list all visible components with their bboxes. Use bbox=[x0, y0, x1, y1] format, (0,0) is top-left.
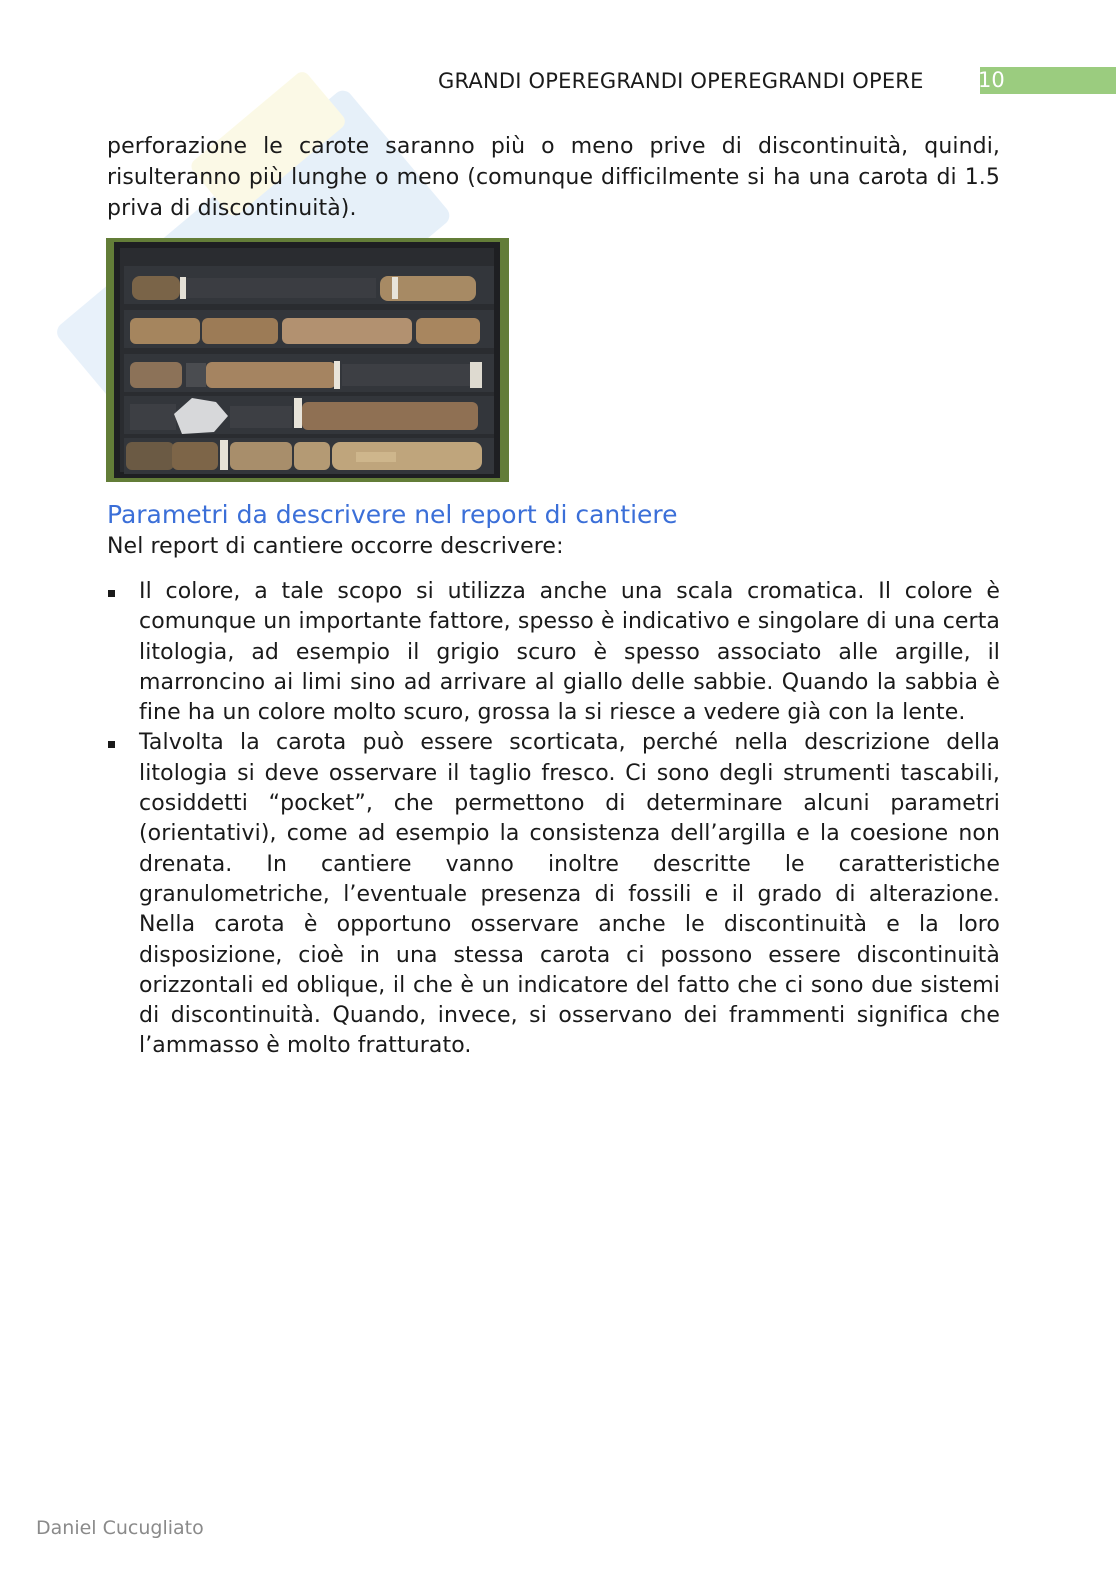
square-bullet-icon bbox=[108, 590, 115, 597]
list-item-text: Il colore, a tale scopo si utilizza anche una scala cromatica. Il colore è comunque un importante fattore, spesso è indicativo e singolare di una certa litologia, ad esempio il grigio scuro è spesso associato alle argille, il marroncino ai limi sino ad arrivare al giallo delle sabbie. Quando la sabbia è fine ha un colore molto scuro, grossa la si riesce a vedere già con la lente. bbox=[139, 579, 1000, 726]
list-item bbox=[107, 577, 1000, 728]
section-heading: Parametri da descrivere nel report di cantiere bbox=[107, 500, 678, 529]
square-bullet-icon bbox=[108, 741, 115, 748]
list-item bbox=[107, 728, 1000, 1061]
intro-paragraph: perforazione le carote saranno più o meno prive di discontinuità, quindi, risulteranno più lunghe o meno (comunque difficilmente si ha una carota di 1.5 priva di discontinuità). bbox=[107, 134, 1000, 221]
header-title: GRANDI OPEREGRANDI OPEREGRANDI OPERE bbox=[438, 69, 924, 93]
lead-paragraph: Nel report di cantiere occorre descrivere: bbox=[107, 534, 564, 559]
footer-author: Daniel Cucugliato bbox=[36, 1517, 204, 1539]
page-number: 10 bbox=[978, 68, 1005, 92]
list-item-text: Talvolta la carota può essere scorticata, perché nella descrizione della litologia si deve osservare il taglio fresco. Ci sono degli strumenti tascabili, cosiddetti “pocket”, che permettono di determinare alcuni parametri (orientativi), come ad esempio la consistenza dell’argilla e la coesione non drenata. In cantiere vanno inoltre descritte le caratteristiche granulometriche, l’eventuale presenza di fossili e il grado di alterazione. Nella carota è opportuno osservare anche le discontinuità e la loro disposizione, cioè in una stessa carota ci possono essere discontinuità orizzontali ed oblique, il che è un indicatore del fatto che ci sono due sistemi di discontinuità. Quando, invece, si osservano dei frammenti significa che l’ammasso è molto fratturato. bbox=[139, 730, 1000, 1059]
bullet-list bbox=[107, 577, 1000, 1062]
core-box-photo bbox=[106, 238, 509, 482]
